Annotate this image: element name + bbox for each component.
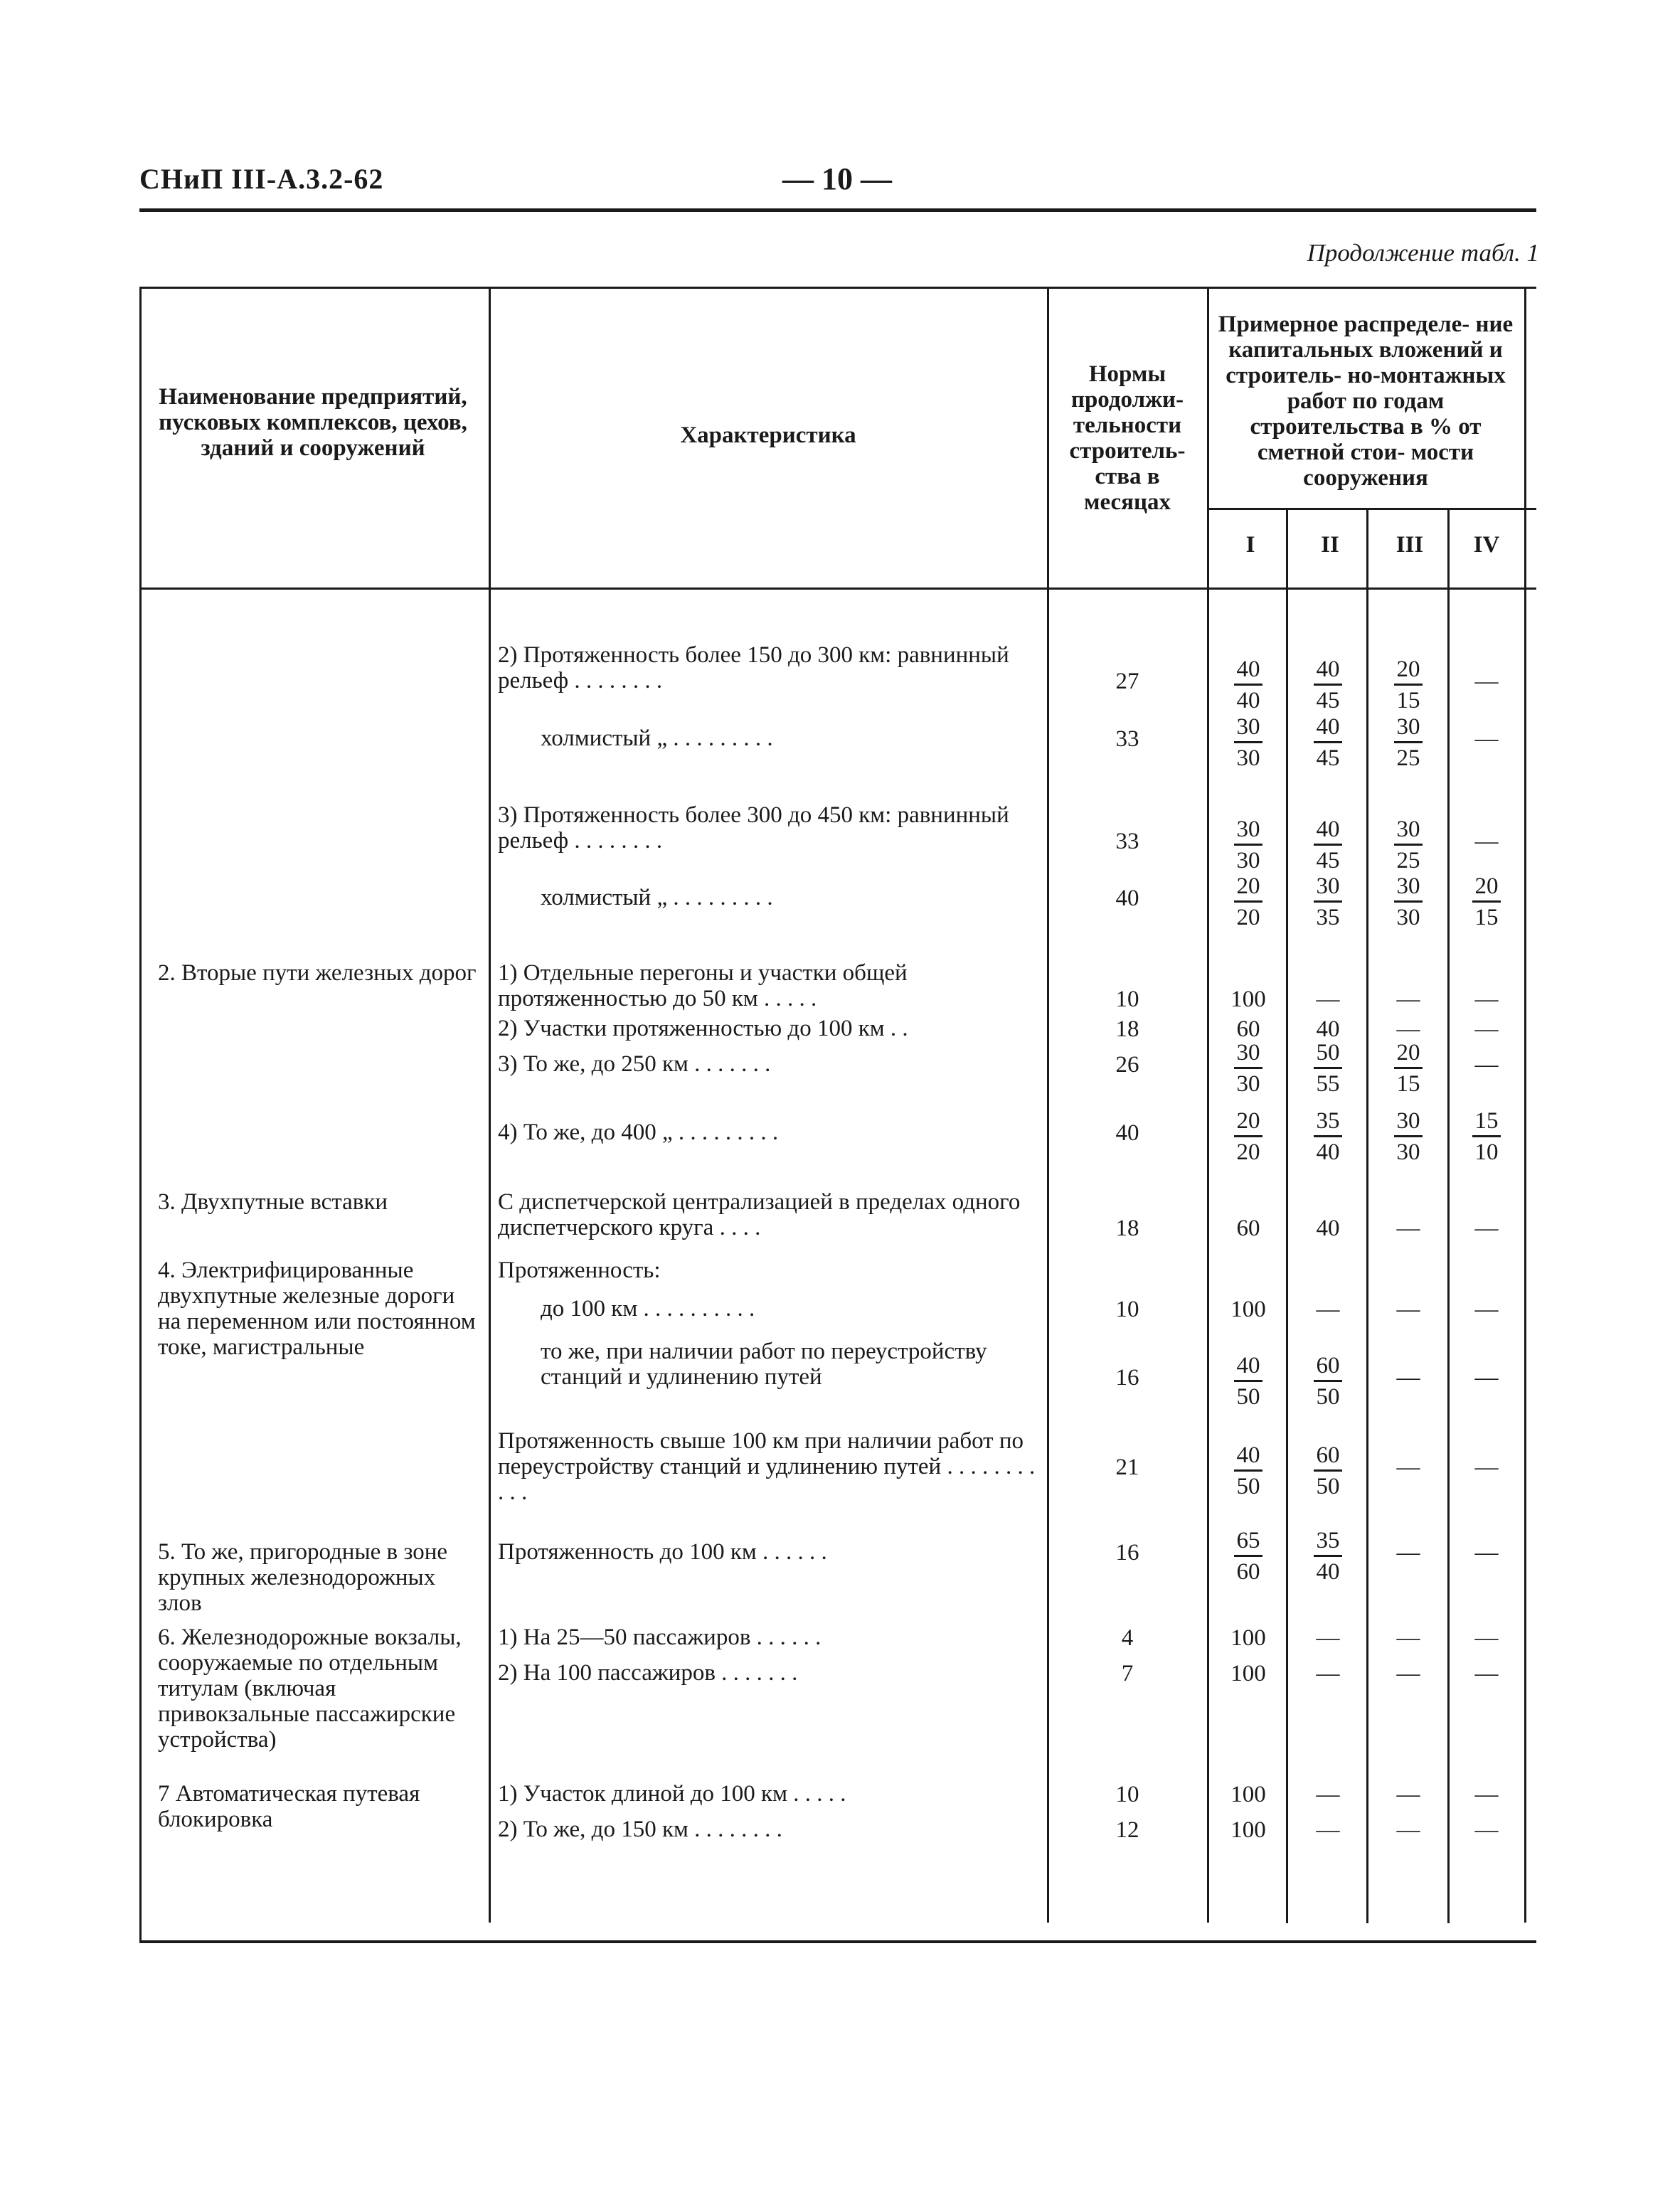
row-duration: 16 [1115,1540,1139,1565]
row-characteristic: 1) Отдельные перегоны и участки общей протяженностью до 50 км . . . . . [498,960,908,1011]
row-y2: — [1316,1297,1340,1322]
fraction-numerator: 30 [1314,872,1342,903]
row-y1: 100 [1230,987,1266,1012]
fraction-numerator: 65 [1234,1526,1262,1557]
row-y4: — [1474,669,1499,694]
row-y2: — [1316,1817,1340,1843]
fraction-denominator: 40 [1236,688,1260,713]
fraction-denominator: 15 [1396,688,1420,713]
fraction-denominator: 45 [1316,745,1340,771]
row-characteristic: 3) То же, до 250 км . . . . . . . [498,1051,771,1077]
row-duration: 18 [1115,1216,1139,1241]
row-y3-fraction [1369,872,1447,932]
row-y4-fraction [1447,1107,1526,1167]
row-y4: — [1474,1216,1499,1241]
row-y3: — [1396,1782,1420,1807]
row-characteristic: 2) То же, до 150 км . . . . . . . . [498,1817,782,1842]
fraction-numerator: 35 [1314,1107,1342,1137]
row-y3-fraction [1369,1107,1447,1167]
fraction-denominator: 15 [1474,905,1499,930]
row-y4: — [1474,987,1499,1012]
row-duration: 40 [1115,1120,1139,1146]
header-year-3: III [1395,532,1424,558]
fraction-numerator: 40 [1314,815,1342,846]
row-y1-fraction [1209,1351,1287,1412]
row-y1-fraction [1209,1107,1287,1167]
row-y4: — [1474,1455,1499,1480]
fraction-numerator: 40 [1314,713,1342,743]
fraction-denominator: 45 [1316,848,1340,873]
fraction-numerator: 30 [1394,815,1423,846]
header-rule [139,208,1536,212]
row-y4: — [1474,1052,1499,1078]
row-y3: — [1396,1297,1420,1322]
fraction-numerator: 20 [1234,1107,1262,1137]
fraction-denominator: 20 [1236,1139,1260,1165]
row-duration: 7 [1121,1661,1134,1686]
row-duration: 33 [1115,829,1139,854]
row-y2-fraction [1289,1107,1367,1167]
row-y2: — [1316,987,1340,1012]
row-duration: 26 [1115,1052,1139,1078]
row-y4: — [1474,829,1499,854]
row-duration: 27 [1115,669,1139,694]
row-characteristic: 1) На 25—50 пассажиров . . . . . . [498,1625,822,1650]
row-y4: — [1474,1016,1499,1042]
header-col-distribution: Примерное распределе- ние капитальных вложений и строитель- но-монтажных работ по годам строительства в % от сметной стои- мости сооружения [1218,312,1514,491]
row-duration: 10 [1115,1782,1139,1807]
row-y1: 100 [1230,1297,1266,1322]
row-characteristic: С диспетчерской централизацией в пределах одного диспетчерского круга . . . . [498,1189,1021,1240]
row-y2-fraction [1289,1526,1367,1587]
row-y1: 100 [1230,1782,1266,1807]
row-y3: — [1396,1016,1420,1042]
document-code: СНиП III-А.3.2-62 [139,163,384,195]
row-y2-fraction [1289,1038,1367,1099]
row-y1-fraction [1209,1038,1287,1099]
row-y2: 40 [1316,1216,1340,1241]
row-y1: 100 [1230,1661,1266,1686]
fraction-denominator: 40 [1316,1139,1340,1165]
header-col-characteristic: Характеристика [680,422,856,448]
fraction-denominator: 20 [1236,905,1260,930]
row-duration: 40 [1115,886,1139,911]
fraction-numerator: 60 [1314,1351,1342,1382]
fraction-numerator: 15 [1472,1107,1501,1137]
row-characteristic: 2) Участки протяженностью до 100 км . . [498,1016,908,1041]
table-bottom-border [139,1940,1536,1943]
fraction-denominator: 35 [1316,905,1340,930]
row-y4: — [1474,1365,1499,1391]
row-characteristic: 2) Протяженность более 150 до 300 км: равнинный рельеф . . . . . . . . [498,642,1009,693]
row-y1-fraction [1209,1526,1287,1587]
fraction-numerator: 30 [1234,713,1262,743]
header-col-name: Наименование предприятий, пусковых комплексов, цехов, зданий и сооружений [159,384,467,461]
row-y4: — [1474,1297,1499,1322]
row-y2: — [1316,1661,1340,1686]
row-y3: — [1396,1365,1420,1391]
header-year-2: II [1321,532,1339,558]
row-y3: — [1396,1661,1420,1686]
fraction-numerator: 20 [1394,655,1423,686]
row-y1-fraction [1209,872,1287,932]
fraction-denominator: 55 [1316,1071,1340,1097]
header-col-duration: Нормы продолжи- тельности строитель- ства в месяцах [1069,361,1186,515]
row-duration: 18 [1115,1016,1139,1042]
row-y2: — [1316,1625,1340,1651]
row-y2-fraction [1289,1351,1367,1412]
row-y1: 60 [1236,1216,1260,1241]
fraction-denominator: 30 [1396,905,1420,930]
fraction-numerator: 30 [1234,1038,1262,1069]
header-bottom-border [139,588,1536,590]
row-name: 6. Железнодорожные вокзалы, сооружаемые по отдельным титулам (включая привокзальные пассажирские устройства) [158,1625,462,1753]
row-y1-fraction [1209,815,1287,876]
col-divider-1 [489,287,491,1923]
fraction-numerator: 20 [1234,872,1262,903]
row-y2-fraction [1289,815,1367,876]
row-y4: — [1474,1661,1499,1686]
row-y3-fraction [1369,655,1447,716]
fraction-denominator: 50 [1236,1384,1260,1410]
row-characteristic: 1) Участок длиной до 100 км . . . . . [498,1781,846,1807]
row-duration: 10 [1115,987,1139,1012]
page-number: — 10 — [782,161,892,196]
row-characteristic: Протяженность до 100 км . . . . . . [498,1539,827,1565]
row-y1: 100 [1230,1625,1266,1651]
row-characteristic: Протяженность: [498,1258,661,1283]
fraction-numerator: 40 [1234,1351,1262,1382]
fraction-denominator: 30 [1236,1071,1260,1097]
row-duration: 16 [1115,1365,1139,1391]
row-y4: — [1474,1782,1499,1807]
row-y1-fraction [1209,1441,1287,1501]
fraction-numerator: 30 [1394,1107,1423,1137]
fraction-denominator: 30 [1396,1139,1420,1165]
row-characteristic: холмистый „ . . . . . . . . . [541,885,773,910]
fraction-numerator: 30 [1394,713,1423,743]
row-y3: — [1396,1540,1420,1565]
row-y3: — [1396,987,1420,1012]
row-y2-fraction [1289,713,1367,773]
row-characteristic: 3) Протяженность более 300 до 450 км: равнинный рельеф . . . . . . . . [498,802,1009,854]
row-y3: — [1396,1817,1420,1843]
fraction-denominator: 60 [1236,1559,1260,1585]
row-duration: 12 [1115,1817,1139,1843]
row-y4-fraction [1447,872,1526,932]
row-name: 3. Двухпутные вставки [158,1189,388,1215]
years-divider [1207,508,1536,510]
row-duration: 21 [1115,1455,1139,1480]
fraction-numerator: 30 [1234,815,1262,846]
header-year-4: IV [1473,532,1500,558]
row-duration: 4 [1121,1625,1134,1651]
row-y1: 100 [1230,1817,1266,1843]
row-duration: 33 [1115,726,1139,752]
row-name: 4. Электрифицированные двухпутные железные дороги на переменном или постоянном токе, магистральные [158,1258,476,1360]
fraction-denominator: 10 [1474,1139,1499,1165]
header-year-1: I [1245,532,1255,558]
row-characteristic: до 100 км . . . . . . . . . . [541,1296,755,1322]
fraction-numerator: 40 [1234,1441,1262,1472]
row-name: 5. То же, пригородные в зоне крупных железнодорожных злов [158,1539,448,1616]
row-y4: — [1474,1817,1499,1843]
row-y1-fraction [1209,655,1287,716]
fraction-numerator: 20 [1472,872,1501,903]
fraction-denominator: 30 [1236,848,1260,873]
row-y4: — [1474,726,1499,752]
fraction-denominator: 50 [1316,1384,1340,1410]
fraction-denominator: 30 [1236,745,1260,771]
row-y3: — [1396,1216,1420,1241]
fraction-numerator: 35 [1314,1526,1342,1557]
row-y4: — [1474,1625,1499,1651]
row-y1-fraction [1209,713,1287,773]
row-name: 7 Автоматическая путевая блокировка [158,1781,420,1832]
row-y3-fraction [1369,1038,1447,1099]
fraction-denominator: 50 [1236,1474,1260,1499]
row-y3: — [1396,1625,1420,1651]
row-characteristic: то же, при наличии работ по переустройству станций и удлинению путей [541,1339,987,1390]
table-top-border [139,287,1536,289]
col-divider-2 [1047,287,1049,1923]
fraction-denominator: 45 [1316,688,1340,713]
row-characteristic: 4) То же, до 400 „ . . . . . . . . . [498,1120,779,1145]
fraction-denominator: 50 [1316,1474,1340,1499]
row-y2: 40 [1316,1016,1340,1042]
row-y2-fraction [1289,1441,1367,1501]
fraction-numerator: 60 [1314,1441,1342,1472]
table-left-border [139,287,142,1942]
fraction-denominator: 25 [1396,745,1420,771]
row-y3: — [1396,1455,1420,1480]
row-y2-fraction [1289,872,1367,932]
row-duration: 10 [1115,1297,1139,1322]
fraction-denominator: 40 [1316,1559,1340,1585]
fraction-denominator: 15 [1396,1071,1420,1097]
fraction-numerator: 20 [1394,1038,1423,1069]
row-y4: — [1474,1540,1499,1565]
row-characteristic: Протяженность свыше 100 км при наличии работ по переустройству станций и удлинению путей . . . . . . . . . . . [498,1428,1036,1505]
row-y3-fraction [1369,713,1447,773]
fraction-denominator: 25 [1396,848,1420,873]
table-continuation-label: Продолжение табл. 1 [1307,239,1539,267]
row-y2: — [1316,1782,1340,1807]
fraction-numerator: 40 [1234,655,1262,686]
fraction-numerator: 30 [1394,872,1423,903]
row-y3-fraction [1369,815,1447,876]
row-characteristic: 2) На 100 пассажиров . . . . . . . [498,1660,798,1686]
fraction-numerator: 50 [1314,1038,1342,1069]
fraction-numerator: 40 [1314,655,1342,686]
row-y1: 60 [1236,1016,1260,1042]
row-characteristic: холмистый „ . . . . . . . . . [541,725,773,751]
row-name: 2. Вторые пути железных дорог [158,960,477,986]
row-y2-fraction [1289,655,1367,716]
